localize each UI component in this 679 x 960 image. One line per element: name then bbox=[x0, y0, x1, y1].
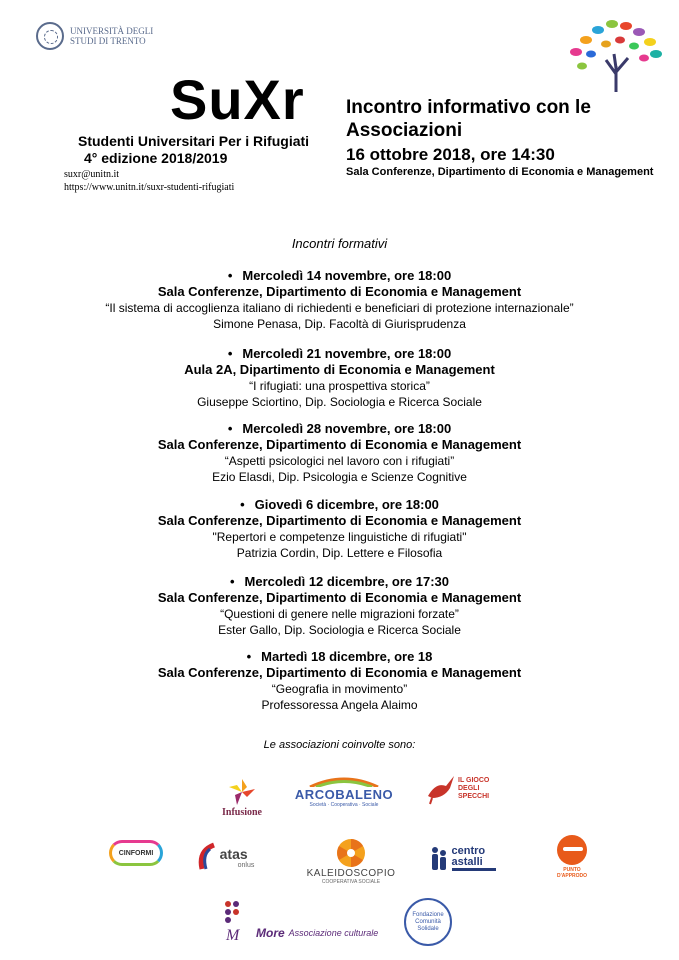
session-topic: "Repertori e competenze linguistiche di rifugiati" bbox=[212, 530, 467, 544]
session-topic: “I rifugiati: una prospettiva storica” bbox=[249, 379, 430, 393]
event-date: 16 ottobre 2018, ore 14:30 bbox=[346, 145, 555, 164]
session-topic: “Geografia in movimento” bbox=[271, 682, 408, 696]
more-dots-icon bbox=[222, 898, 246, 944]
event-title: Incontro informativo con le Associazioni bbox=[346, 97, 591, 141]
university-seal-icon bbox=[36, 22, 64, 50]
session-place: Aula 2A, Dipartimento di Economia e Management bbox=[184, 362, 495, 377]
session-date: • Mercoledì 12 dicembre, ore 17:30 bbox=[0, 574, 679, 590]
session-speaker: Simone Penasa, Dip. Facoltà di Giurisprudenza bbox=[213, 317, 466, 331]
session-speaker: Professoressa Angela Alaimo bbox=[261, 698, 418, 712]
bird-icon bbox=[424, 772, 458, 806]
kaleidoscope-icon bbox=[336, 838, 366, 868]
kaleidoscopio-label: KALEIDOSCOPIO bbox=[306, 867, 396, 879]
infusione-flower-icon bbox=[227, 777, 257, 807]
session-place: Sala Conferenze, Dipartimento di Economia e Management bbox=[157, 590, 522, 605]
university-name: UNIVERSITÀ DEGLI STUDI DI TRENTO bbox=[70, 26, 154, 46]
cinformi-logo bbox=[108, 838, 164, 868]
atas-curve-icon bbox=[196, 841, 218, 873]
session-item bbox=[0, 649, 679, 713]
gioco-label: IL GIOCO DEGLI SPECCHI bbox=[458, 777, 490, 800]
fondazione-label: Fondazione Comunità Solidale bbox=[404, 898, 452, 946]
session-topic: “Aspetti psicologici nel lavoro con i rifugiati” bbox=[224, 454, 455, 468]
suxr-subtitle: Studenti Universitari Per i Rifugiati bbox=[78, 133, 310, 149]
atas-label: atas bbox=[219, 845, 248, 862]
punto-circle-icon bbox=[557, 835, 587, 865]
punto-approdo-logo bbox=[552, 834, 592, 880]
cinformi-ring-icon bbox=[109, 840, 163, 866]
session-item bbox=[0, 346, 679, 410]
session-item bbox=[0, 574, 679, 638]
session-item bbox=[0, 497, 679, 561]
fondazione-comunita-solidale-logo bbox=[396, 894, 460, 950]
session-date: • Martedì 18 dicembre, ore 18 bbox=[0, 649, 679, 665]
section-title: Incontri formativi bbox=[291, 236, 388, 251]
people-icon bbox=[429, 844, 449, 872]
event-place: Sala Conferenze, Dipartimento di Economia e Management bbox=[346, 166, 654, 178]
suxr-edition: 4° edizione 2018/2019 bbox=[84, 150, 228, 166]
session-topic: “Questioni di genere nelle migrazioni forzate” bbox=[220, 607, 459, 621]
punto-label: PUNTO D'APPRODO bbox=[556, 867, 588, 879]
session-date: • Mercoledì 28 novembre, ore 18:00 bbox=[0, 421, 679, 437]
session-place: Sala Conferenze, Dipartimento di Economia e Management bbox=[157, 513, 522, 528]
session-item bbox=[0, 421, 679, 485]
infusione-label: Infusione bbox=[221, 806, 262, 818]
arcobaleno-logo bbox=[296, 776, 392, 808]
more-subtitle: Associazione culturale bbox=[288, 928, 379, 938]
colorful-hands-tree-icon bbox=[556, 14, 666, 94]
session-place: Sala Conferenze, Dipartimento di Economia e Management bbox=[157, 284, 522, 299]
rainbow-icon bbox=[306, 777, 382, 787]
session-date: • Mercoledì 21 novembre, ore 18:00 bbox=[0, 346, 679, 362]
more-label: More bbox=[256, 926, 285, 940]
session-speaker: Ester Gallo, Dip. Sociologia e Ricerca Sociale bbox=[218, 623, 461, 637]
session-topic: “Il sistema di accoglienza italiano di richiedenti e beneficiari di protezione internazionale” bbox=[105, 301, 574, 315]
kaleidoscopio-subtitle: COOPERATIVA SOCIALE bbox=[321, 878, 381, 885]
associations-title: Le associazioni coinvolte sono: bbox=[263, 739, 416, 751]
session-speaker: Patrizia Cordin, Dip. Lettere e Filosofia bbox=[236, 546, 443, 560]
gioco-degli-specchi-logo bbox=[422, 768, 496, 810]
suxr-title: SuXr bbox=[170, 68, 305, 131]
session-speaker: Ezio Elasdi, Dip. Psicologia e Scienze Cognitive bbox=[212, 470, 467, 484]
arcobaleno-subtitle: Società · Cooperativa · Sociale bbox=[309, 801, 379, 808]
session-place: Sala Conferenze, Dipartimento di Economia e Management bbox=[157, 437, 522, 452]
session-date: • Giovedì 6 dicembre, ore 18:00 bbox=[0, 497, 679, 513]
atas-logo bbox=[190, 838, 260, 876]
session-speaker: Giuseppe Sciortino, Dip. Sociologia e Ricerca Sociale bbox=[197, 395, 482, 409]
university-logo bbox=[36, 22, 160, 50]
infusione-logo bbox=[214, 772, 270, 822]
session-date: • Mercoledì 14 novembre, ore 18:00 bbox=[0, 268, 679, 284]
session-place: Sala Conferenze, Dipartimento di Economia e Management bbox=[157, 665, 522, 680]
atas-subtitle: onlus bbox=[237, 861, 255, 869]
centro-astalli-label: centro astalli bbox=[452, 846, 496, 871]
cinformi-label: CINFORMI bbox=[118, 849, 154, 857]
arcobaleno-label: ARCOBALENO bbox=[294, 786, 394, 802]
session-item bbox=[0, 268, 679, 332]
kaleidoscopio-logo bbox=[306, 832, 396, 890]
centro-astalli-logo bbox=[428, 838, 496, 878]
more-logo bbox=[222, 896, 390, 946]
contact-email: suxr@unitn.it bbox=[64, 169, 120, 180]
svg-text:M: M bbox=[226, 927, 240, 944]
contact-url: https://www.unitn.it/suxr-studenti-rifugiati bbox=[64, 182, 235, 193]
